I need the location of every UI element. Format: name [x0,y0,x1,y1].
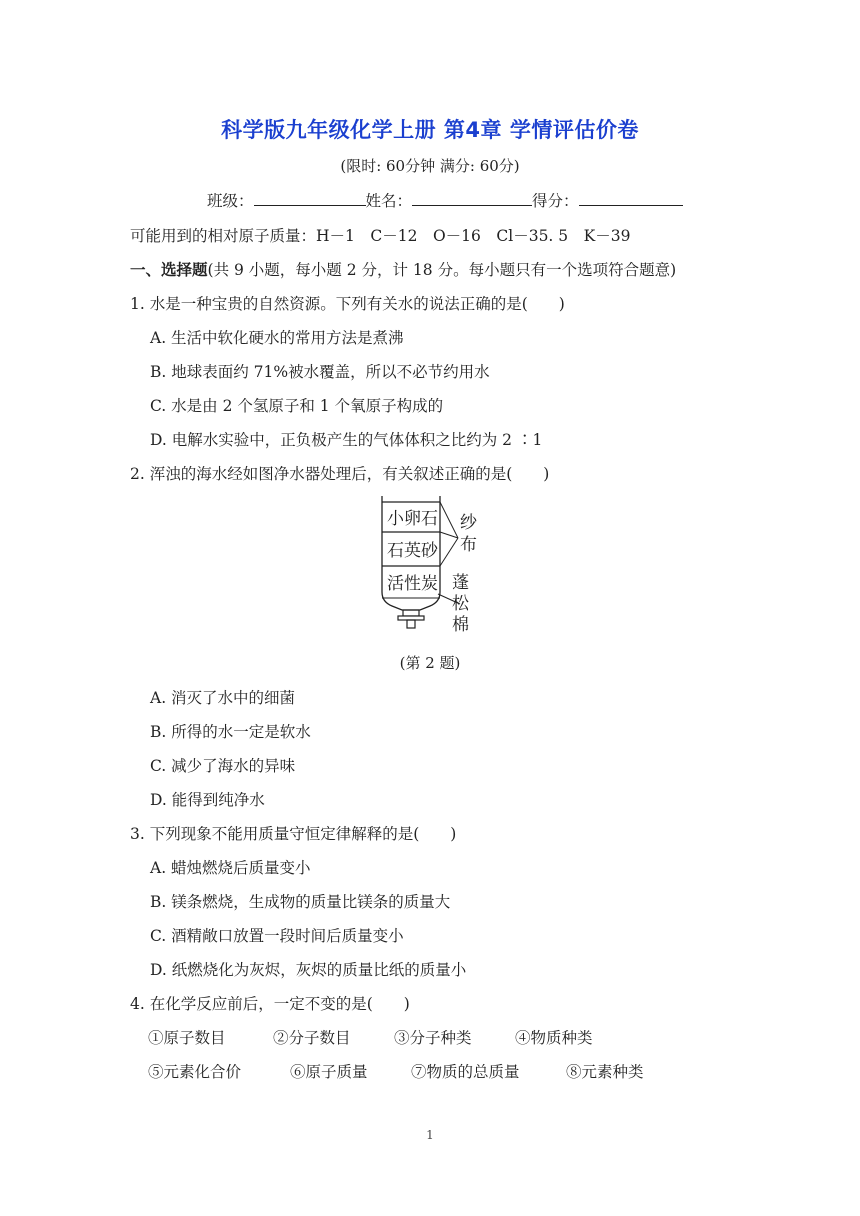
cotton-label-3: 棉 [452,615,469,635]
question-2-stem: 2. 浑浊的海水经如图净水器处理后，有关叙述正确的是( ) [130,465,550,483]
score-blank[interactable] [579,191,683,206]
layer-label-activated-carbon: 活性炭 [387,574,438,594]
question-1-stem: 1. 水是一种宝贵的自然资源。下列有关水的说法正确的是( ) [130,295,565,313]
question-4-item-2: ②分子数目 [273,1029,351,1047]
question-1-option-b: B. 地球表面约 71%被水覆盖，所以不必节约用水 [150,363,490,381]
exam-subtitle: (限时: 60分钟 满分: 60分) [340,157,520,175]
question-3-option-a: A. 蜡烛燃烧后质量变小 [150,859,311,877]
layer-label-quartz-sand: 石英砂 [387,541,438,561]
question-3-stem: 3. 下列现象不能用质量守恒定律解释的是( ) [130,825,457,843]
question-1-option-d: D. 电解水实验中，正负极产生的气体体积之比约为 2 ∶1 [150,431,543,449]
name-blank[interactable] [412,191,532,206]
section-note: (共 9 小题，每小题 2 分，计 18 分。每小题只有一个选项符合题意) [207,261,677,279]
question-4-item-7: ⑦物质的总质量 [411,1063,520,1081]
gauze-label-1: 纱 [460,513,477,533]
question-4-stem: 4. 在化学反应前后，一定不变的是( ) [130,995,410,1013]
section-heading [130,258,676,280]
question-4-item-6: ⑥原子质量 [290,1063,368,1081]
name-label: 姓名： [365,192,413,210]
gauze-label-2: 布 [460,535,477,555]
section-title: 一、选择题 [130,260,208,279]
figure-caption: (第 2 题) [399,654,461,672]
question-4-item-1: ①原子数目 [148,1029,226,1047]
question-2-option-a: A. 消灭了水中的细菌 [150,689,296,707]
layer-label-pebbles: 小卵石 [387,509,438,529]
question-3-option-b: B. 镁条燃烧，生成物的质量比镁条的质量大 [150,893,451,911]
question-1-option-a: A. 生活中软化硬水的常用方法是煮沸 [150,329,404,347]
question-2-option-c: C. 减少了海水的异味 [150,757,296,775]
question-3-option-c: C. 酒精敞口放置一段时间后质量变小 [150,927,404,945]
cotton-label-1: 蓬 [452,573,469,593]
score-label: 得分： [532,192,579,210]
question-4-item-8: ⑧元素种类 [566,1063,644,1081]
question-4-item-3: ③分子种类 [394,1029,472,1047]
question-4-item-5: ⑤元素化合价 [148,1063,242,1081]
question-3-option-d: D. 纸燃烧化为灰烬，灰烬的质量比纸的质量小 [150,961,467,979]
question-1-option-c: C. 水是由 2 个氢原子和 1 个氧原子构成的 [150,397,444,415]
question-2-option-d: D. 能得到纯净水 [150,791,265,809]
class-label: 班级： [207,192,254,210]
class-blank[interactable] [254,191,366,206]
page-title: 科学版九年级化学上册 第4章 学情评估价卷 [221,118,639,142]
cotton-label-2: 松 [452,594,469,614]
page-number: 1 [426,1128,434,1142]
question-2-option-b: B. 所得的水一定是软水 [150,723,311,741]
water-purifier-diagram [370,494,490,636]
question-4-item-4: ④物质种类 [515,1029,593,1047]
atomic-masses: 可能用到的相对原子质量：H－1 C－12 O－16 Cl－35. 5 K－39 [130,227,631,245]
info-row [207,189,683,211]
